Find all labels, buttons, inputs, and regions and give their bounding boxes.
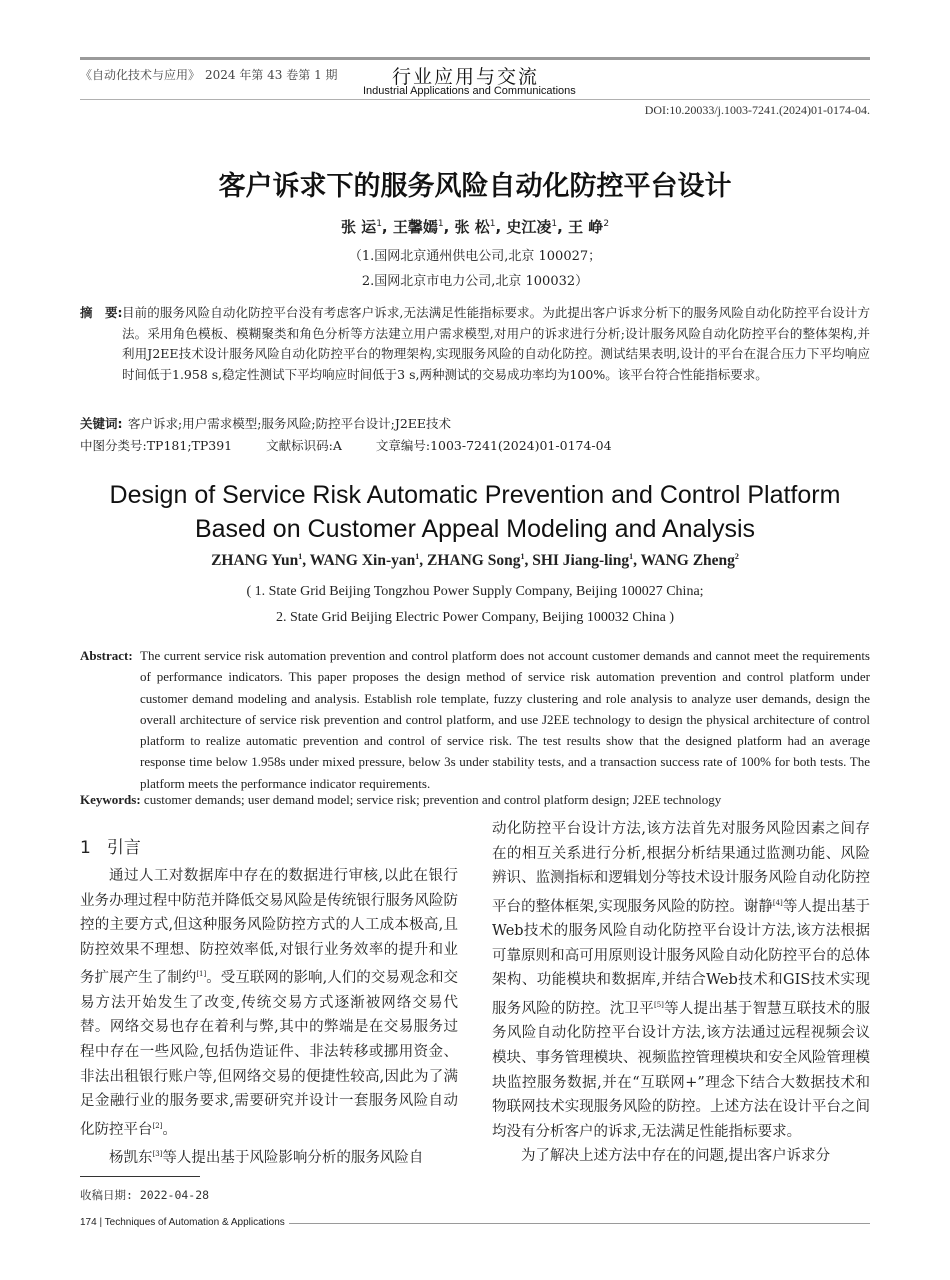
citation: [4] (772, 898, 783, 907)
author-cn: 张 运 (340, 218, 377, 236)
received-date: 收稿日期: 2022-04-28 (80, 1188, 210, 1202)
paragraph-text: 。 (162, 1121, 177, 1138)
section-title-en: Industrial Applications and Communications (363, 85, 576, 97)
section-title: 引言 (106, 838, 141, 858)
article-number: 文章编号:1003-7241(2024)01-0174-04 (375, 438, 612, 453)
document-code: 文献标识码:A (266, 438, 342, 453)
author-affiliation-mark: 1 (376, 219, 382, 229)
keywords-en-text: customer demands; user demand model; service risk; prevention and control platform design; J2EE technology (143, 792, 722, 807)
author-en: WANG Xin-yan (309, 552, 416, 570)
paragraph-text: 杨凯东 (109, 1150, 153, 1167)
section-title-cn: 行业应用与交流 (392, 67, 540, 88)
author-en: WANG Zheng (640, 552, 735, 570)
author-affiliation-mark: 1 (489, 219, 496, 229)
author-affiliation-mark: 1 (520, 552, 525, 561)
journal-name: 《自动化技术与应用》 (80, 68, 201, 82)
paper-title-cn: 客户诉求下的服务风险自动化防控平台设计 (218, 171, 732, 202)
paragraph-text: 等人提出基于智慧互联技术的服务风险自动化防控平台设计方法,该方法通过远程视频会议模块、事务管理模块、视频监控管理模块和安全风险管理模块监控服务数据,并在“互联网+”理念下结合大数据技术和物联网技术实现服务风险的防控。上述方法在设计平台之间均没有分析客户的诉求,无法满足性能指标要求。 (492, 1000, 871, 1140)
body-left-column (80, 812, 458, 1171)
issue-info: 2024 年第 43 卷第 1 期 (205, 68, 338, 82)
paper-title-en-line: Design of Service Risk Automatic Prevention and Control Platform (109, 481, 841, 509)
author-en: ZHANG Song (426, 552, 521, 570)
paragraph-text: 动化防控平台设计方法,该方法首先对服务风险因素之间存在的相互关系进行分析,根据分析结果通过监测功能、风险辨识、监测指标和逻辑划分等技术设计服务风险自动化防控平台的整体框架,实现服务风险的防控。谢静 (492, 821, 870, 915)
citation: [1] (196, 970, 207, 979)
paper-title-en-line: Based on Customer Appeal Modeling and Analysis (194, 515, 756, 543)
author-affiliation-mark: 1 (415, 552, 420, 561)
body-paragraph: 为了解决上述方法中存在的问题,提出客户诉求分 (521, 1148, 831, 1165)
abstract-cn-label: 摘 要: (80, 305, 123, 320)
section-heading (80, 836, 458, 860)
author-en: ZHANG Yun (211, 552, 299, 570)
author-cn: 王 峥 (568, 218, 604, 236)
affiliation-en: 2. State Grid Beijing Electric Power Company, Beijing 100032 China ) (275, 610, 675, 625)
classification-cn (80, 436, 870, 454)
keywords-en-label: Keywords: (80, 792, 141, 807)
keywords-en (80, 792, 870, 808)
citation: [2] (152, 1121, 163, 1130)
author-affiliation-mark: 1 (298, 552, 303, 561)
author-affiliation-mark: 1 (629, 552, 634, 561)
author-cn: 王馨嫣 (392, 218, 438, 236)
body-right-column (492, 812, 870, 1169)
paragraph-text: 等人提出基于Web技术的服务风险自动化防控平台设计方法,该方法根据可靠原则和高可用原则设计服务风险自动化防控平台的总体架构、功能模块和数据库,并结合Web技术和GIS技术实现服务风险的防控。沈卫平 (492, 898, 871, 1017)
body-paragraph-continued (492, 817, 870, 1144)
author-cn: 张 松 (454, 218, 490, 236)
author-affiliation-mark: 1 (437, 219, 444, 229)
affiliation-cn: （1.国网北京通州供电公司,北京 100027； (348, 249, 602, 264)
body-paragraph (80, 864, 458, 1142)
abstract-en-label: Abstract: (80, 648, 133, 663)
footnote-rule (80, 1176, 200, 1177)
author-cn: 史江凌 (506, 218, 552, 236)
doi: DOI:10.20033/j.1003-7241.(2024)01-0174-04. (644, 103, 870, 117)
keywords-cn (80, 414, 870, 435)
header-bottom-rule (80, 99, 870, 100)
paragraph-text: 。受互联网的影响,人们的交易观念和交易方法开始发生了改变,传统交易方式逐渐被网络交易代替。网络交易也存在着利与弊,其中的弊端是在交易服务过程中存在一些风险,包括伪造证件、非法转移或挪用资金、非法出租银行账户等,但网络交易的便捷性较高,因此为了满足金融行业的服务要求,需要研究并设计一套服务风险自动化防控平台 (80, 970, 459, 1138)
affiliation-en: ( 1. State Grid Beijing Tongzhou Power Supply Company, Beijing 100027 China; (246, 584, 704, 599)
clc-number: 中图分类号:TP181;TP391 (80, 438, 233, 453)
authors-cn: 张 运$^1$, 王馨嫣$^1$, 张 松$^1$, 史江凌$^1$, 王 峥$^2$ (340, 218, 610, 236)
keywords-cn-label: 关键词: (80, 416, 123, 431)
header-top-rule (80, 57, 870, 60)
author-affiliation-mark: 2 (603, 219, 610, 229)
author-affiliation-mark: 2 (734, 552, 739, 561)
paper-title-en (0, 478, 950, 546)
page-footer: 174 | Techniques of Automation & Applications (80, 1217, 289, 1228)
section-number: 1 (80, 838, 91, 858)
affiliation-cn: 2.国网北京市电力公司,北京 100032） (361, 274, 589, 289)
body-paragraph (80, 1142, 458, 1170)
author-affiliation-mark: 1 (551, 219, 558, 229)
paragraph-text: 等人提出基于风险影响分析的服务风险自 (162, 1150, 424, 1167)
citation: [3] (152, 1150, 163, 1159)
abstract-en-text: The current service risk automation prevention and control platform does not account customer demands and cannot meet the requirements of performance indicators. This paper proposes the design method of service risk automation prevention and control platform under customer demand modeling and analysis. Establish role template, fuzzy clustering and role analysis to analyze user demands, design the overall architecture of service risk prevention and control platform, and use J2EE technology to design the physical architecture of control platform to realize automatic prevention and control of service risk. The test results show that the designed platform had an average response time below 1.958s under mixed pressure, below 3s under stability tests, and a transaction success rate of 100% for both tests. The platform meets the performance indicator requirements. (140, 648, 870, 791)
authors-en: ZHANG Yun$^1$, WANG Xin-yan$^1$, ZHANG Song$^1$, SHI Jiang-ling$^1$, WANG Zheng$^2$ (211, 552, 739, 570)
keywords-cn-text: 客户诉求;用户需求模型;服务风险;防控平台设计;J2EE技术 (128, 416, 452, 431)
abstract-cn (80, 303, 870, 385)
citation: [5] (653, 1000, 664, 1009)
abstract-en (80, 645, 870, 794)
paragraph-text: 通过人工对数据库中存在的数据进行审核,以此在银行业务办理过程中防范并降低交易风险是传统银行服务风险防控的主要方式,但这种服务风险防控方式的人工成本极高,且防控效果不理想、防控效率低,对银行业务效率的提升和业务扩展产生了制约 (80, 868, 458, 987)
author-en: SHI Jiang-ling (532, 552, 630, 570)
abstract-cn-text: 目前的服务风险自动化防控平台没有考虑客户诉求,无法满足性能指标要求。为此提出客户诉求分析下的服务风险自动化防控平台设计方法。采用角色模板、模糊聚类和角色分析等方法建立用户需求模型,对用户的诉求进行分析;设计服务风险自动化防控平台的整体架构,并利用J2EE技术设计服务风险自动化防控平台的物理架构,实现服务风险的自动化防控。测试结果表明,设计的平台在混合压力下平均响应时间低于1.958 s,稳定性测试下平均响应时间低于3 s,两种测试的交易成功率均为100%。该平台符合性能指标要求。 (122, 305, 870, 382)
